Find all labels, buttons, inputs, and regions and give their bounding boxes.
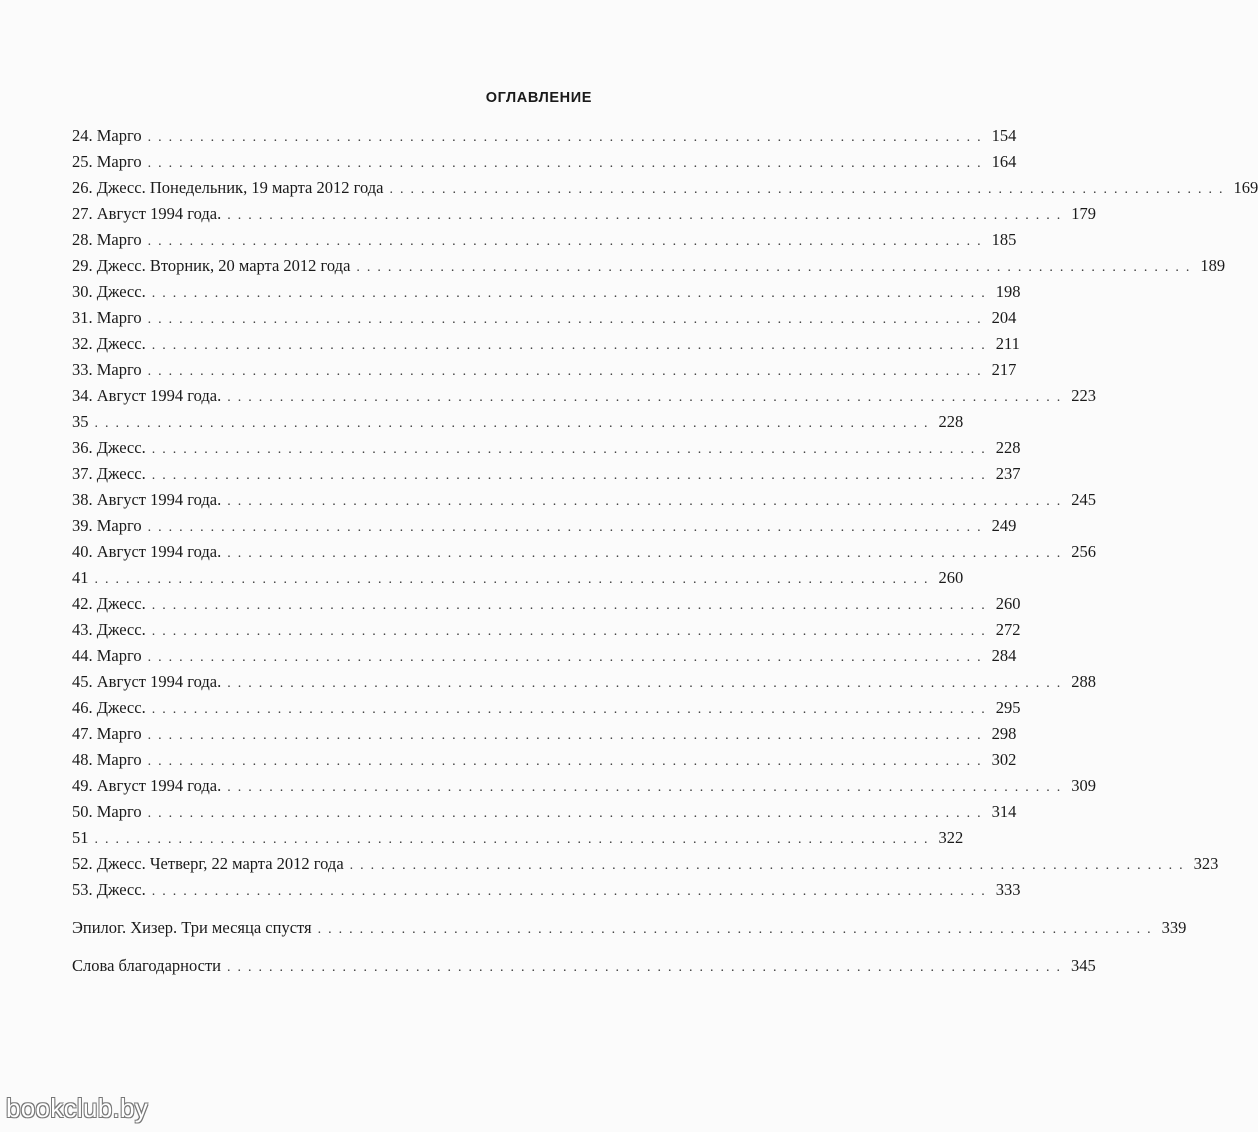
toc-entry	[72, 204, 1096, 230]
toc-entry-title: 32. Джесс.	[72, 334, 146, 353]
dot-leader: ................................................................................	[227, 676, 1068, 691]
toc-entry-title: 50. Марго	[72, 802, 142, 821]
dot-leader: ................................................................................	[227, 494, 1068, 509]
toc-entry	[72, 282, 1021, 308]
dot-leader: ................................................................................	[147, 364, 988, 379]
toc-entry-page: 333	[995, 880, 1021, 899]
toc-entry-page: 260	[995, 594, 1021, 613]
toc-entry	[72, 542, 1096, 568]
toc-entry-page: 345	[1071, 956, 1096, 975]
dot-leader: ................................................................................	[151, 598, 992, 613]
toc-entry	[72, 386, 1096, 412]
toc-entry-page: 237	[995, 464, 1021, 483]
toc-entry-acknowledgements	[72, 956, 1096, 982]
toc-entry-page: 179	[1071, 204, 1096, 223]
toc-entries	[72, 126, 1258, 906]
toc-entry-title: 42. Джесс.	[72, 594, 146, 613]
toc-entry-page: 154	[991, 126, 1017, 145]
toc-entry	[72, 620, 1021, 646]
toc-entry-title: 37. Джесс.	[72, 464, 146, 483]
toc-entry-page: 256	[1071, 542, 1096, 561]
toc-entry	[72, 854, 1219, 880]
toc-entry	[72, 230, 1017, 256]
toc-entry-title: 28. Марго	[72, 230, 142, 249]
toc-entry-title: 35	[72, 412, 89, 431]
dot-leader: ................................................................................	[147, 156, 988, 171]
dot-leader: ................................................................................	[147, 234, 988, 249]
toc-entry	[72, 412, 964, 438]
toc-entry-title: 53. Джесс.	[72, 880, 146, 899]
toc-entry-title: 27. Август 1994 года.	[72, 204, 222, 223]
toc-entry-page: 295	[995, 698, 1021, 717]
dot-leader: ................................................................................	[356, 260, 1197, 275]
toc-entry	[72, 308, 1017, 334]
toc-entry	[72, 464, 1021, 490]
toc-entry-page: 169	[1233, 178, 1258, 197]
toc-entry	[72, 178, 1258, 204]
toc-entry-title: 38. Август 1994 года.	[72, 490, 222, 509]
toc-entry-title: 26. Джесс. Понедельник, 19 марта 2012 года	[72, 178, 384, 197]
toc-entry-title: 48. Марго	[72, 750, 142, 769]
toc-entry-page: 185	[991, 230, 1017, 249]
toc-entry-title: 46. Джесс.	[72, 698, 146, 717]
toc-entry	[72, 334, 1020, 360]
toc-entry-page: 284	[991, 646, 1017, 665]
toc-entry	[72, 438, 1021, 464]
dot-leader: ................................................................................	[151, 338, 992, 353]
dot-leader: ................................................................................	[147, 312, 988, 327]
toc-entry	[72, 256, 1226, 282]
dot-leader: ................................................................................	[227, 960, 1068, 975]
toc-entry	[72, 750, 1017, 776]
toc-entry-title: 49. Август 1994 года.	[72, 776, 222, 795]
toc-entry	[72, 724, 1017, 750]
toc-entry	[72, 490, 1096, 516]
toc-entry-title: 36. Джесс.	[72, 438, 146, 457]
toc-entry-page: 204	[991, 308, 1017, 327]
toc-entry-title: 40. Август 1994 года.	[72, 542, 222, 561]
toc-entry-title: 30. Джесс.	[72, 282, 146, 301]
toc-entry-title: 47. Марго	[72, 724, 142, 743]
toc-entry	[72, 802, 1017, 828]
dot-leader: ................................................................................	[94, 832, 935, 847]
page-heading: ОГЛАВЛЕНИЕ	[485, 90, 592, 106]
toc-entry	[72, 360, 1017, 386]
toc-entry-page: 211	[995, 334, 1020, 353]
toc-entry	[72, 516, 1017, 542]
dot-leader: ................................................................................	[151, 624, 992, 639]
dot-leader: ................................................................................	[317, 922, 1158, 937]
dot-leader: ................................................................................	[389, 182, 1230, 197]
toc-entry-title: 39. Марго	[72, 516, 142, 535]
dot-leader: ................................................................................	[147, 754, 988, 769]
dot-leader: ................................................................................	[147, 650, 988, 665]
toc-entry-page: 272	[995, 620, 1021, 639]
toc-entry-page: 228	[995, 438, 1021, 457]
table-of-contents	[72, 126, 1258, 982]
dot-leader: ................................................................................	[227, 390, 1068, 405]
dot-leader: ................................................................................	[151, 884, 992, 899]
toc-entry-title: 29. Джесс. Вторник, 20 марта 2012 года	[72, 256, 351, 275]
toc-entry-title: 31. Марго	[72, 308, 142, 327]
dot-leader: ................................................................................	[151, 442, 992, 457]
dot-leader: ................................................................................	[227, 208, 1068, 223]
toc-entry-page: 288	[1071, 672, 1096, 691]
toc-entry-page: 228	[938, 412, 964, 431]
toc-entry	[72, 672, 1096, 698]
toc-entry-page: 198	[995, 282, 1021, 301]
dot-leader: ................................................................................	[147, 728, 988, 743]
toc-entry-page: 314	[991, 802, 1017, 821]
toc-entry-title: 45. Август 1994 года.	[72, 672, 222, 691]
toc-entry-title: 24. Марго	[72, 126, 142, 145]
dot-leader: ................................................................................	[151, 468, 992, 483]
toc-entry-page: 302	[991, 750, 1017, 769]
toc-entry-title: 43. Джесс.	[72, 620, 146, 639]
dot-leader: ................................................................................	[147, 806, 988, 821]
toc-entry-title: 33. Марго	[72, 360, 142, 379]
toc-entry-title: 41	[72, 568, 89, 587]
toc-entry	[72, 698, 1021, 724]
toc-entry	[72, 126, 1017, 152]
toc-entry-page: 260	[938, 568, 964, 587]
dot-leader: ................................................................................	[94, 572, 935, 587]
toc-entry-page: 322	[938, 828, 964, 847]
toc-entry	[72, 776, 1096, 802]
toc-entry	[72, 152, 1017, 178]
dot-leader: ................................................................................	[349, 858, 1190, 873]
toc-entry-title: Эпилог. Хизер. Три месяца спустя	[72, 918, 312, 937]
toc-entry	[72, 646, 1017, 672]
dot-leader: ................................................................................	[94, 416, 935, 431]
toc-entry	[72, 568, 964, 594]
toc-entry-page: 223	[1071, 386, 1096, 405]
toc-entry-title: 44. Марго	[72, 646, 142, 665]
toc-entry	[72, 880, 1021, 906]
dot-leader: ................................................................................	[151, 702, 992, 717]
toc-entry-title: 51	[72, 828, 89, 847]
dot-leader: ................................................................................	[227, 546, 1068, 561]
dot-leader: ................................................................................	[147, 520, 988, 535]
toc-entry-title: 25. Марго	[72, 152, 142, 171]
toc-entry-page: 323	[1193, 854, 1219, 873]
toc-entry-page: 309	[1071, 776, 1096, 795]
watermark-logo: bookclub.by	[6, 1093, 149, 1123]
toc-entry-title: 52. Джесс. Четверг, 22 марта 2012 года	[72, 854, 344, 873]
toc-entry-title: Слова благодарности	[72, 956, 222, 975]
toc-entry-page: 339	[1161, 918, 1187, 937]
toc-entry-page: 217	[991, 360, 1017, 379]
toc-entry-title: 34. Август 1994 года.	[72, 386, 222, 405]
dot-leader: ................................................................................	[227, 780, 1068, 795]
toc-entry-page: 245	[1071, 490, 1096, 509]
toc-entry-page: 249	[991, 516, 1017, 535]
dot-leader: ................................................................................	[151, 286, 992, 301]
toc-entry	[72, 594, 1021, 620]
toc-entry-page: 164	[991, 152, 1017, 171]
toc-entry-page: 298	[991, 724, 1017, 743]
toc-entry-epilogue	[72, 918, 1187, 944]
dot-leader: ................................................................................	[147, 130, 988, 145]
toc-entry	[72, 828, 964, 854]
toc-entry-page: 189	[1200, 256, 1226, 275]
